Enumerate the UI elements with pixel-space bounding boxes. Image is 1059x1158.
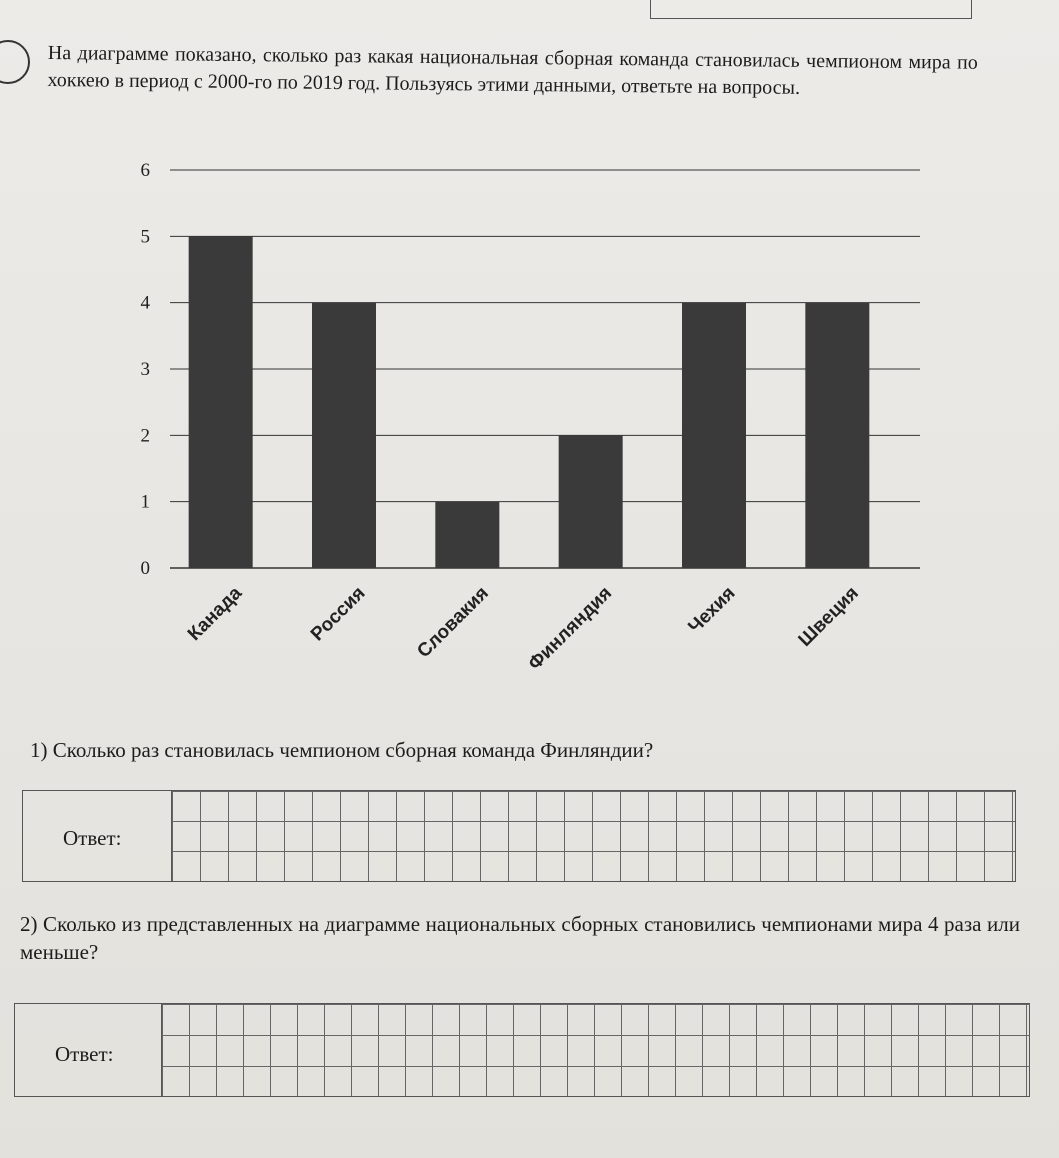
bar-6 (805, 303, 869, 568)
y-tick-label-6: 6 (140, 160, 150, 181)
question-2: 2) Сколько из представленных на диаграмме национальных сборных становились чемпионами мира 4 раза или меньше? (20, 912, 1020, 964)
answer-box-2 (14, 1003, 1030, 1097)
bar-5 (682, 303, 746, 568)
x-category-label-5: Чехия (684, 582, 740, 638)
x-category-label-1: Канада (183, 582, 247, 645)
answer-label-1: Ответ: (63, 826, 122, 850)
bar-1 (189, 236, 253, 568)
y-tick-label-4: 4 (140, 292, 150, 314)
bar-4 (559, 435, 623, 568)
x-category-label-2: Россия (306, 582, 370, 646)
x-category-labels (184, 582, 863, 674)
bar-2 (312, 303, 376, 568)
bar-chart (110, 148, 930, 708)
x-category-label-4: Финляндия (524, 582, 617, 675)
bar-3 (435, 502, 499, 568)
y-tick-label-5: 5 (140, 226, 150, 248)
y-tick-label-3: 3 (140, 359, 150, 380)
answer-box-1 (22, 790, 1016, 882)
bar-chart-svg (110, 148, 930, 708)
bars (189, 236, 870, 568)
answer-grid-1[interactable] (171, 791, 1015, 881)
y-tick-label-0: 0 (140, 558, 150, 579)
x-category-label-3: Словакия (413, 582, 493, 663)
task-number-circle (0, 40, 30, 84)
header-box (650, 0, 972, 19)
y-tick-labels (141, 160, 151, 579)
task-intro-text: На диаграмме показано, сколько раз какая национальная сборная команда становилась чемпионом мира по хоккею в период с 2000-го по 2019 год. Пользуясь этими данными, ответьте на вопросы. (47, 41, 978, 99)
question-1: 1) Сколько раз становилась чемпионом сборная команда Финляндии? (30, 738, 654, 762)
answer-grid-2[interactable] (161, 1004, 1030, 1096)
answer-label-2: Ответ: (55, 1042, 114, 1066)
y-tick-label-2: 2 (140, 425, 150, 447)
x-category-label-6: Швеция (794, 582, 863, 651)
y-tick-label-1: 1 (140, 491, 150, 513)
